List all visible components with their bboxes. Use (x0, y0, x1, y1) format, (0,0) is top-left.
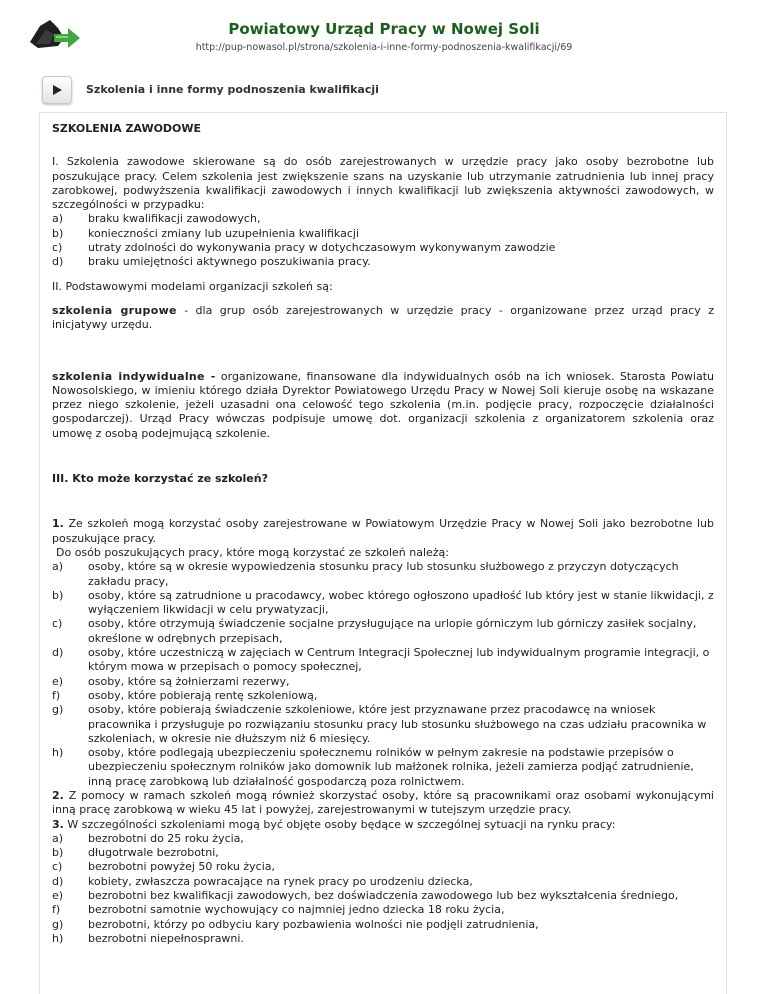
list-item-label: c) (52, 860, 63, 874)
content-heading: SZKOLENIA ZAWODOWE (52, 122, 202, 135)
list-item (52, 875, 714, 889)
list-item (52, 832, 714, 846)
list-item-text: osoby, które otrzymują świadczenie socjalne przysługujące na urlopie górniczym lub górniczy zasiłek socjalny, określone w odrębnych przepisach, (88, 617, 697, 645)
list-item (52, 646, 714, 675)
list-item-label: a) (52, 831, 64, 845)
list-item (52, 746, 714, 789)
list-item (52, 617, 714, 646)
list-item-label: c) (52, 241, 63, 255)
list-item-text: braku umiejętności aktywnego poszukiwania pracy. (88, 255, 371, 269)
list-item-text: bezrobotni niepełnosprawni. (88, 931, 244, 945)
part1-list (52, 212, 714, 269)
list-item-label: b) (52, 846, 64, 860)
group-training-paragraph (52, 304, 714, 333)
group-training-text: - dla grup osób zarejestrowanych w urzędzie pracy - organizowane przez urząd pracy z inicjatywy urzędu. (52, 303, 714, 332)
list-item-text: długotrwale bezrobotni, (88, 846, 219, 860)
part3-heading: III. Kto może korzystać ze szkoleń? (52, 472, 268, 486)
list-item (52, 846, 714, 860)
individual-training-text: organizowane, finansowane dla indywidualnych osób na ich wniosek. Starosta Powiatu Nowosolskiego, w imieniu którego działa Dyrektor Powiatowego Urzędu Pracy w Nowej Soli kieruje osobę na wskazane przez niego szkolenie, jeżeli uzasadni ona celowość tego szkolenia (m.in. podjęcie pracy, rozpoczęcie działalności gospodarczej). Urząd Pracy wówczas podpisuje umowę dot. organizacji szkolenia z organizatorem szkolenia oraz umowę z osobą podejmującą szkolenie. (52, 369, 714, 440)
list-item (52, 903, 714, 917)
list-item-text: osoby, które są zatrudnione u pracodawcy, wobec którego ogłoszono upadłość lub który jest w stanie likwidacji, z wyłączeniem likwidacji w celu prywatyzacji, (88, 588, 714, 617)
individual-training-paragraph (52, 370, 714, 441)
list-item (52, 212, 714, 226)
list-item-text: bezrobotni bez kwalifikacji zawodowych, bez doświadczenia zawodowego lub bez wykształcenia średniego, (88, 889, 679, 903)
list-item-label: a) (52, 560, 64, 574)
list-item-text: kobiety, zwłaszcza powracające na rynek pracy po urodzeniu dziecka, (88, 874, 473, 888)
part1-intro: I. Szkolenia zawodowe skierowane są do osób zarejestrowanych w urzędzie pracy jako osoby bezrobotne lub poszukujące pracy. Celem szkolenia jest zwiększenie szans na uzyskanie lub utrzymanie zatrudnienia lub innej pracy zarobkowej, podwyższenia kwalifikacji zawodowych i innych kwalifikacji lub zwiększenia aktywności zawodowych, w szczególności w przypadku: (52, 155, 714, 212)
special-situation-list (52, 832, 714, 946)
list-item (52, 703, 714, 746)
list-item-text: braku kwalifikacji zawodowych, (88, 212, 261, 226)
part3-paragraph-1 (52, 517, 714, 546)
list-item-text: osoby, które podlegają ubezpieczeniu społecznemu rolników w pełnym zakresie na podstawie przepisów o ubezpieczeniu społecznym rolników jako domownik lub małżonek rolnika, jeżeli zamierza podjąć zatrudnienie, inną pracę zarobkową lub działalność gospodarczą poza rolnictwem. (88, 746, 694, 788)
list-item-text: osoby, które pobierają świadczenie szkoleniowe, które jest przyznawane przez pracodawcę na wniosek pracownika i przysługuje po rozwiązaniu stosunku pracy lub stosunku służbowego na czas udziału pracownika w szkoleniach, w okresie nie dłuższym niż 6 miesięcy. (88, 703, 707, 745)
list-item-text: osoby, które są w okresie wypowiedzenia stosunku pracy lub stosunku służbowego z przyczyn dotyczących zakładu pracy, (88, 560, 679, 588)
list-item (52, 932, 714, 946)
arrow-right-icon (51, 84, 63, 96)
section-title: Szkolenia i inne formy podnoszenia kwalifikacji (86, 83, 379, 96)
list-item (52, 241, 714, 255)
list-item-text: bezrobotni samotnie wychowujący co najmniej jedno dziecka 18 roku życia, (88, 903, 505, 917)
list-item-label: e) (52, 889, 64, 903)
individual-training-term: szkolenia indywidualne - (52, 369, 216, 383)
list-item-text: konieczności zmiany lub uzupełnienia kwalifikacji (88, 226, 360, 240)
article-content (39, 112, 727, 994)
list-item-label: h) (52, 931, 64, 945)
section-arrow-button[interactable] (42, 76, 72, 104)
list-item (52, 560, 714, 589)
list-item (52, 255, 714, 269)
site-title: Powiatowy Urząd Pracy w Nowej Soli (228, 20, 540, 38)
list-item-text: osoby, które pobierają rentę szkoleniową, (88, 688, 318, 702)
paragraph-text: W szczególności szkoleniami mogą być objęte osoby będące w szczególnej sytuacji na rynku pracy: (63, 817, 616, 831)
list-item (52, 918, 714, 932)
section-header (38, 74, 728, 104)
paragraph-text: Z pomocy w ramach szkoleń mogą również skorzystać osoby, które są pracownikami oraz osobami wykonującymi inną pracę zarobkową w wieku 45 lat i powyżej, zarejestrowanymi w tutejszym urzędzie pracy. (52, 788, 714, 817)
part3-subintro: Do osób poszukujących pracy, które mogą korzystać ze szkoleń należą: (56, 545, 449, 559)
list-item-text: utraty zdolności do wykonywania pracy w dotychczasowym wykonywanym zawodzie (88, 241, 556, 255)
list-item-label: g) (52, 917, 64, 931)
part2-intro: II. Podstawowymi modelami organizacji szkoleń są: (52, 279, 333, 293)
list-item-label: g) (52, 703, 64, 717)
list-item-label: e) (52, 674, 64, 688)
list-item-label: b) (52, 588, 64, 602)
list-item-text: osoby, które są żołnierzami rezerwy, (88, 674, 290, 688)
list-item-label: a) (52, 212, 64, 226)
list-item (52, 675, 714, 689)
list-item-label: f) (52, 903, 61, 917)
part3-paragraph-3 (52, 818, 714, 832)
list-item-text: bezrobotni do 25 roku życia, (88, 831, 244, 845)
paragraph-number: 3. (52, 817, 64, 831)
list-item-text: bezrobotni, którzy po odbyciu kary pozbawienia wolności nie podjęli zatrudnienia, (88, 917, 539, 931)
list-item-label: b) (52, 226, 64, 240)
group-training-term: szkolenia grupowe (52, 303, 177, 317)
list-item (52, 589, 714, 618)
part3-paragraph-2 (52, 789, 714, 818)
paragraph-text: Ze szkoleń mogą korzystać osoby zarejestrowane w Powiatowym Urzędzie Pracy w Nowej Soli jako bezrobotne lub poszukujące pracy. (52, 517, 714, 545)
list-item-label: f) (52, 688, 61, 702)
list-item-text: bezrobotni powyżej 50 roku życia, (88, 860, 276, 874)
list-item (52, 227, 714, 241)
list-item (52, 860, 714, 874)
paragraph-number: 2. (52, 788, 64, 802)
page-header (0, 0, 768, 60)
list-item-label: d) (52, 646, 64, 660)
job-seekers-list (52, 560, 714, 789)
list-item-text: osoby, które uczestniczą w zajęciach w Centrum Integracji Społecznej lub indywidualnym programie integracji, o którym mowa w przepisach o pomocy społecznej, (88, 646, 710, 674)
paragraph-number: 1. (52, 517, 64, 531)
list-item (52, 689, 714, 703)
list-item (52, 889, 714, 903)
page-url[interactable]: http://pup-nowasol.pl/strona/szkolenia-i-inne-formy-podnoszenia-kwalifikacji/69 (195, 42, 573, 53)
list-item-label: h) (52, 746, 64, 760)
list-item-label: c) (52, 617, 63, 631)
list-item-label: d) (52, 255, 64, 269)
list-item-label: d) (52, 874, 64, 888)
